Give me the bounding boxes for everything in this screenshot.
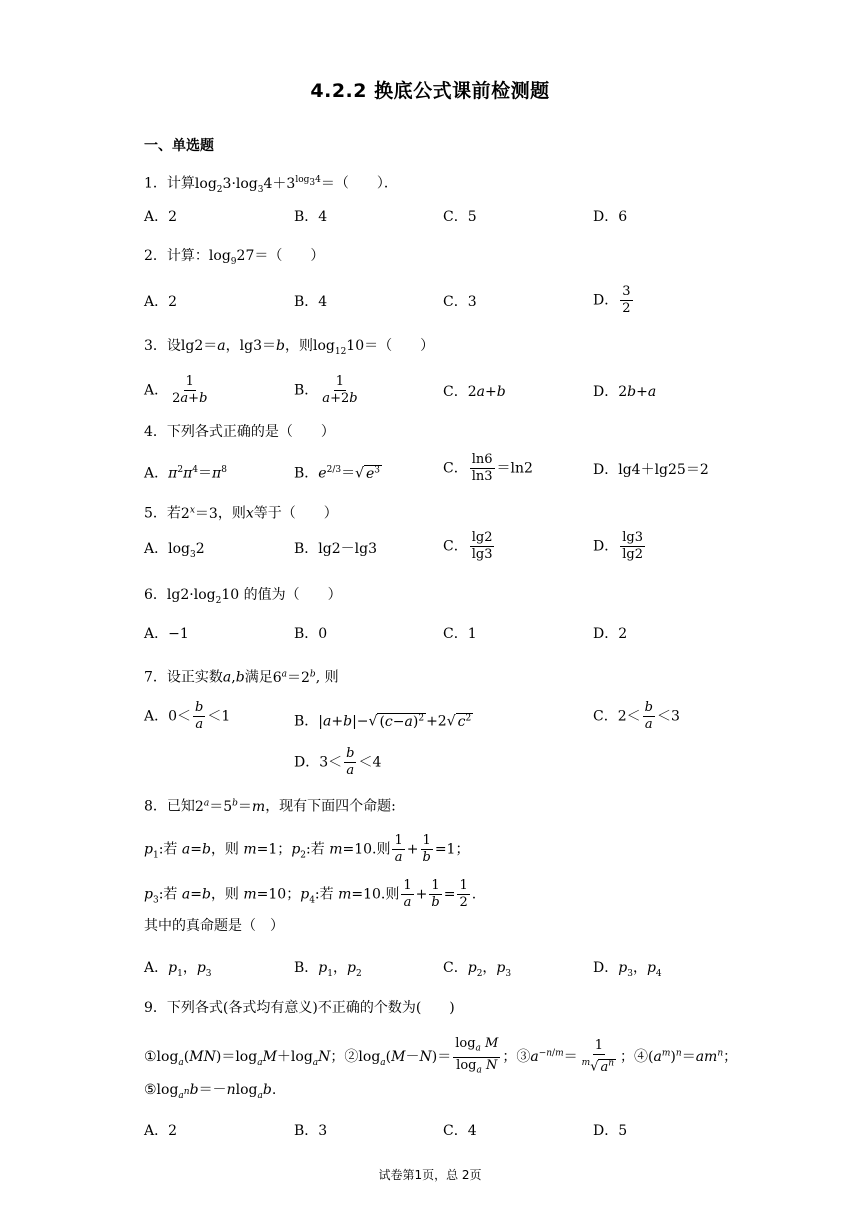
q7-option-d[interactable]: D．3＜ $\frac{b}{a}$ ＜4 [294,746,382,778]
q8-option-c[interactable]: C．$p_2$，$p_3$ [443,960,512,979]
q5-option-b[interactable]: B．lg2－lg3 [294,541,377,557]
q4-option-b[interactable]: B．$e^{2/3}=√$ $e^3$ [294,465,381,482]
page-footer: 试卷第1页，总 2页 [378,1168,482,1182]
q2-option-d[interactable]: D． $\frac{3}{2}$ [593,284,631,316]
q3-option-c[interactable]: C．2a+b [443,384,506,400]
q9-formula-line-2: $⑤\log_{a^n}b=-nlog_ab$. [144,1082,277,1101]
q6-option-d[interactable]: D．2 [593,626,628,642]
q4-option-d[interactable]: D．lg4＋lg25＝2 [593,462,709,478]
q7-option-b[interactable]: B．|a+b|−√ $(c-a)^2 +2√$ $c^2$ [294,713,472,730]
q6-option-c[interactable]: C．1 [443,626,477,642]
q8-option-a[interactable]: A．$p_1$，$p_3$ [144,960,212,979]
q6-option-b[interactable]: B．0 [294,626,328,642]
q9-formula-line-1: $①\log_a(MN)=\log_aM+\log_aN$；$②\log_a(M-N)=$ $\frac{\log_a M}{\log_a N}$ ；$③a^{-n/m}=$ $\frac{1}{^m√ a^n}$ ；$④(a^m)^n=am^n$； [144,1036,738,1076]
question-4-stem: 4．下列各式正确的是（ ） [144,424,335,440]
q1-option-a[interactable]: A．2 [144,209,178,225]
q3-option-a[interactable]: A． $\frac{1}{2a+b}$ [144,374,208,406]
question-9-stem: 9．下列各式(各式均有意义)不正确的个数为( ) [144,1000,455,1016]
q2-option-a[interactable]: A．2 [144,294,178,310]
q4-option-c[interactable]: C． $\frac{\ln 6}{\ln 3}$ ＝ln2 [443,452,533,484]
q9-option-a[interactable]: A．2 [144,1123,178,1139]
q5-option-c[interactable]: C． $\frac{\lg 2}{\lg 3}$ [443,530,493,562]
q2-option-b[interactable]: B．4 [294,294,328,310]
q3-option-b[interactable]: B． $\frac{1}{a+2b}$ [294,374,358,406]
q1-option-c[interactable]: C．5 [443,209,477,225]
section-heading: 一、单选题 [144,138,214,154]
question-2-stem: 2．计算：$\log_927=$（ ） [144,248,325,267]
question-8-stem: 8．已知$2^a=5^b=m$，现有下面四个命题: [144,798,396,815]
q8-proposition-line-2: $p_3$:若 a=b，则 m=10；$p_4$:若 m=10.则 $\frac{1}{a}$ + $\frac{1}{b}$ = $\frac{1}{2}$ . [144,878,477,910]
page-title: 4.2.2 换底公式课前检测题 [310,80,550,102]
q4-option-a[interactable]: A．$\pi^2\pi^4=\pi^8$ [144,465,227,482]
question-1-stem: 1．计算$\log_23\cdot\log_34+3^{log_34}=$（ ）． [144,175,398,195]
q9-option-d[interactable]: D．5 [593,1123,628,1139]
q8-option-b[interactable]: B．$p_1$，$p_2$ [294,960,362,979]
question-3-stem: 3．设lg2＝a，lg3＝b，则$\log_{12}10=$（ ） [144,338,435,357]
q6-option-a[interactable]: A．−1 [144,626,189,642]
q8-ask: 其中的真命题是（ ） [144,918,284,934]
q1-option-d[interactable]: D．6 [593,209,628,225]
q5-option-d[interactable]: D． $\frac{\lg 3}{\lg 2}$ [593,530,643,562]
q8-proposition-line-1: $p_1$:若 a=b，则 m=1；$p_2$:若 m=10.则 $\frac{1}{a}$ + $\frac{1}{b}$ =1； [144,833,470,865]
q7-option-c[interactable]: C．2＜ $\frac{b}{a}$ ＜3 [593,700,680,732]
question-6-stem: 6．$\lg 2\cdot\log_210$ 的值为（ ） [144,587,342,606]
question-7-stem: 7．设正实数a,b满足$6^a=2^b$, 则 [144,669,339,686]
q8-option-d[interactable]: D．$p_3$，$p_4$ [593,960,662,979]
question-5-stem: 5．若$2^x=3$，则x等于（ ） [144,505,338,522]
q7-option-a[interactable]: A．0＜ $\frac{b}{a}$ ＜1 [144,700,231,732]
q3-option-d[interactable]: D．2b+a [593,384,657,400]
q9-option-c[interactable]: C．4 [443,1123,477,1139]
q9-option-b[interactable]: B．3 [294,1123,328,1139]
q2-option-c[interactable]: C．3 [443,294,477,310]
q1-option-b[interactable]: B．4 [294,209,328,225]
q5-option-a[interactable]: A．$\log_32$ [144,541,205,560]
